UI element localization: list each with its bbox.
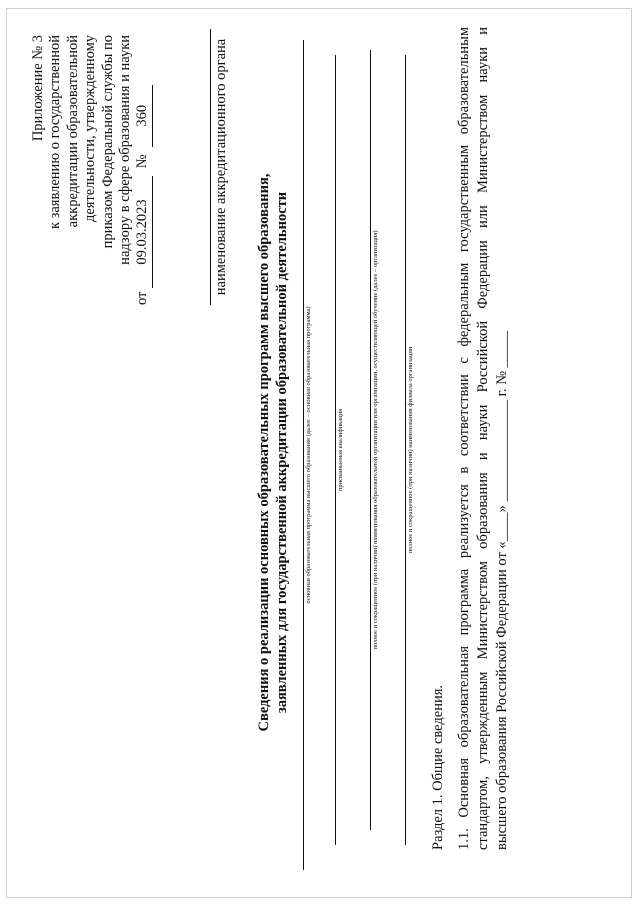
approval-line: Приложение № 3: [30, 35, 46, 142]
approval-line: аккредитации образовательной: [64, 35, 81, 228]
approval-line: деятельности, утвержденному: [82, 35, 99, 223]
paragraph-1-1: [455, 27, 512, 850]
section-title: Раздел 1. Общие сведения.: [430, 684, 446, 850]
approval-block: [30, 35, 153, 305]
approval-line: к заявлению о государственной: [47, 35, 64, 230]
organization-field-caption: полное и сокращенное (при наличии) наименования образовательной организации или организации, осуществляющей обучение (далее – организация): [370, 50, 380, 830]
title-line: Сведения о реализации основных образовательных программ высшего образования,: [256, 173, 272, 732]
qualification-field-caption: присваиваемая квалификация: [335, 55, 345, 845]
approval-number: 360: [134, 85, 152, 147]
approval-date: 09.03.2023: [134, 176, 152, 288]
approval-line: приказом Федеральной службы по: [99, 35, 116, 249]
title-line: заявленных для государственной аккредитации образовательной деятельности: [274, 191, 290, 714]
date-prefix: от: [134, 291, 151, 305]
number-prefix: №: [134, 154, 151, 169]
approval-date-line: [134, 35, 152, 305]
agency-caption: наименование аккредитационного органа: [210, 29, 230, 305]
paragraph-line: высшего образования Российской Федерации от «____» ______________ г. № _____: [494, 331, 510, 850]
paragraph-line: стандартом, утвержденным Министерством образования и науки Российской Федерации или Министерством науки и: [475, 27, 491, 850]
document-title: [255, 0, 291, 905]
approval-line: надзору в сфере образования и науки: [117, 35, 134, 265]
program-field-caption: основная образовательная программа высшего образования (далее – основная образовательная программа): [303, 40, 313, 870]
paragraph-line: 1.1. Основная образовательная программа реализуется в соответствии с федеральным государственным образовательным: [456, 27, 472, 850]
branch-field-caption: полное и сокращенное (при наличии) наименования филиала организации: [405, 55, 415, 845]
